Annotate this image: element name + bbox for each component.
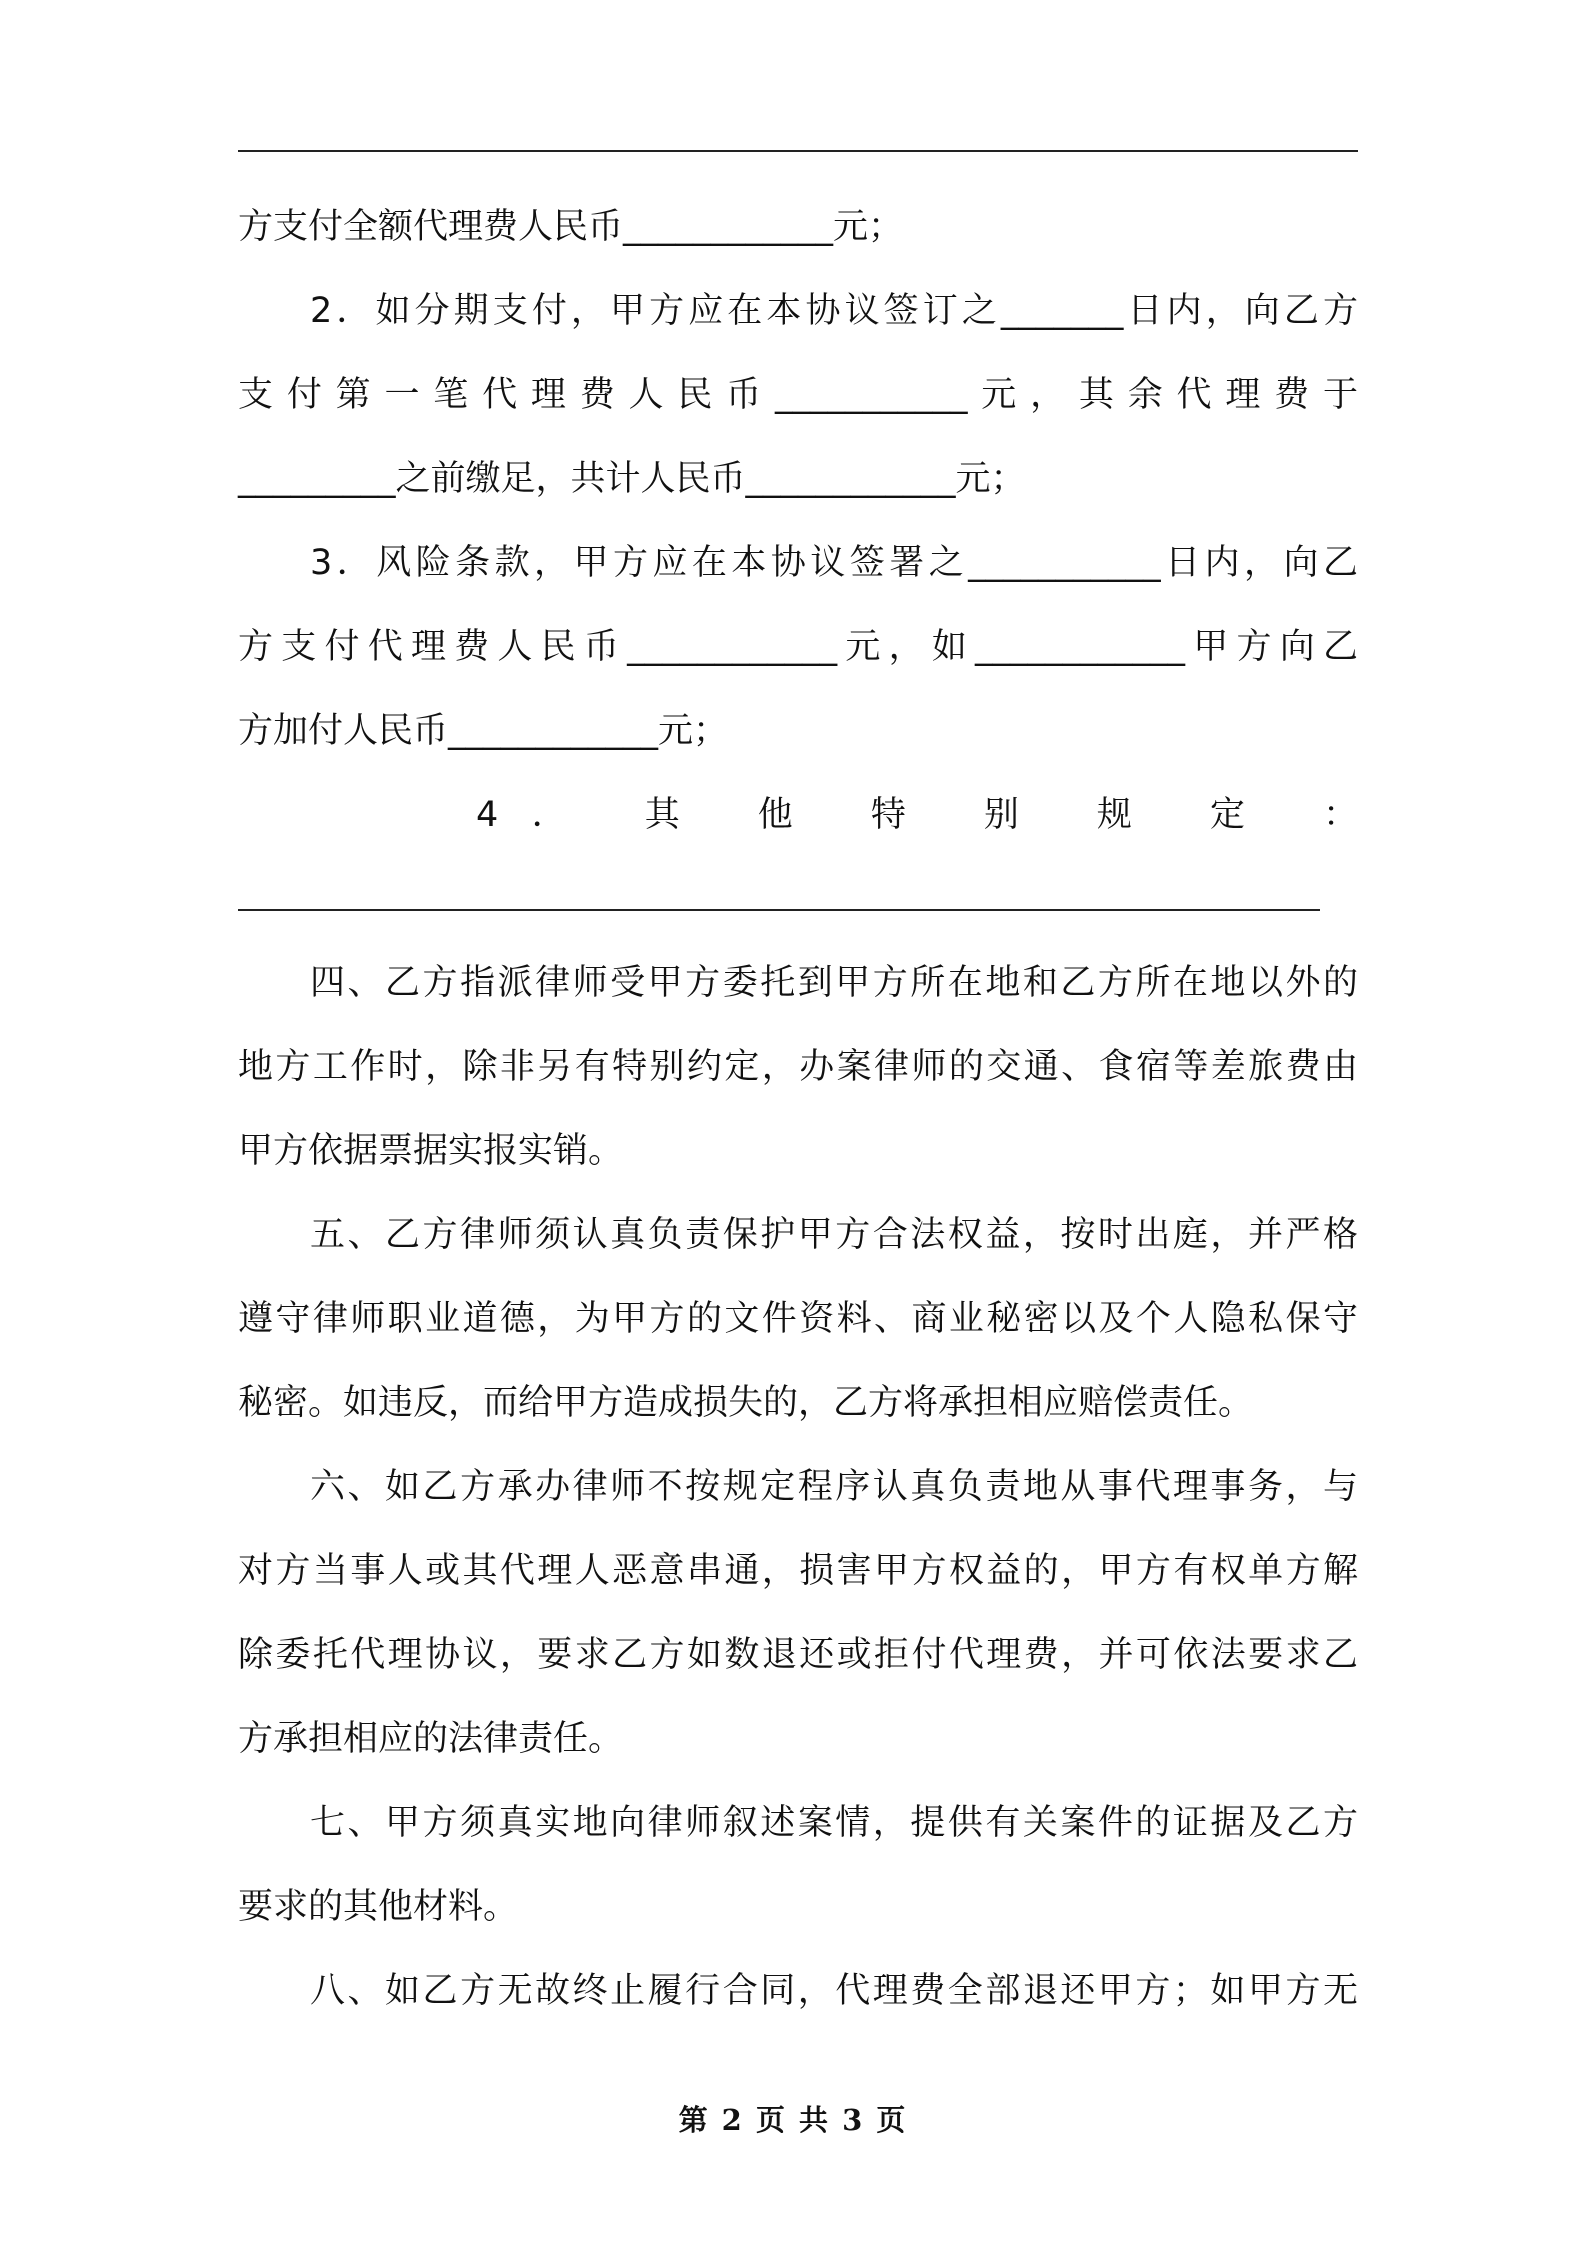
text-line: 八、如乙方无故终止履行合同，代理费全部退还甲方；如甲方无	[310, 1971, 1358, 2011]
text-line: 支付第一笔代理费人民币___________元，其余代理费于	[238, 375, 1358, 415]
page-number-label: 第 2 页 共 3 页	[678, 2103, 908, 2137]
page-footer	[0, 2098, 1586, 2139]
text-line: 方支付代理费人民币____________元，如____________甲方向乙	[238, 627, 1358, 667]
blank-fill-line	[238, 857, 1358, 941]
text-line: 秘密。如违反，而给甲方造成损失的，乙方将承担相应赔偿责任。	[238, 1383, 1254, 1423]
text-line: 六、如乙方承办律师不按规定程序认真负责地从事代理事务，与	[310, 1467, 1358, 1507]
text-line: 五、乙方律师须认真负责保护甲方合法权益，按时出庭，并严格	[310, 1215, 1358, 1255]
text-line: 地方工作时，除非另有特别约定，办案律师的交通、食宿等差旅费由	[238, 1047, 1358, 1087]
text-line: 除委托代理协议，要求乙方如数退还或拒付代理费，并可依法要求乙	[238, 1635, 1358, 1675]
document-body	[238, 185, 1358, 2033]
text-line: 方支付全额代理费人民币____________元；	[238, 207, 904, 247]
text-line: 七、甲方须真实地向律师叙述案情，提供有关案件的证据及乙方	[310, 1803, 1358, 1843]
header-rule	[238, 150, 1358, 152]
text-line: 甲方依据票据实报实销。	[238, 1131, 624, 1171]
text-line: 遵守律师职业道德，为甲方的文件资料、商业秘密以及个人隐私保守	[238, 1299, 1358, 1339]
text-line: 对方当事人或其代理人恶意串通，损害甲方权益的，甲方有权单方解	[238, 1551, 1358, 1591]
long-underline	[238, 909, 1320, 911]
text-line: 3．风险条款，甲方应在本协议签署之___________日内，向乙	[310, 543, 1358, 583]
text-line: 四、乙方指派律师受甲方委托到甲方所在地和乙方所在地以外的	[310, 963, 1358, 1003]
text-line: 4． 其 他 特 别 规 定 ：	[476, 795, 1358, 835]
text-line: _________之前缴足，共计人民币____________元；	[238, 459, 1026, 499]
text-line: 方加付人民币____________元；	[238, 711, 729, 751]
text-line: 要求的其他材料。	[238, 1887, 519, 1927]
text-line: 方承担相应的法律责任。	[238, 1719, 624, 1759]
text-line: 2．如分期支付，甲方应在本协议签订之_______日内，向乙方	[310, 291, 1358, 331]
